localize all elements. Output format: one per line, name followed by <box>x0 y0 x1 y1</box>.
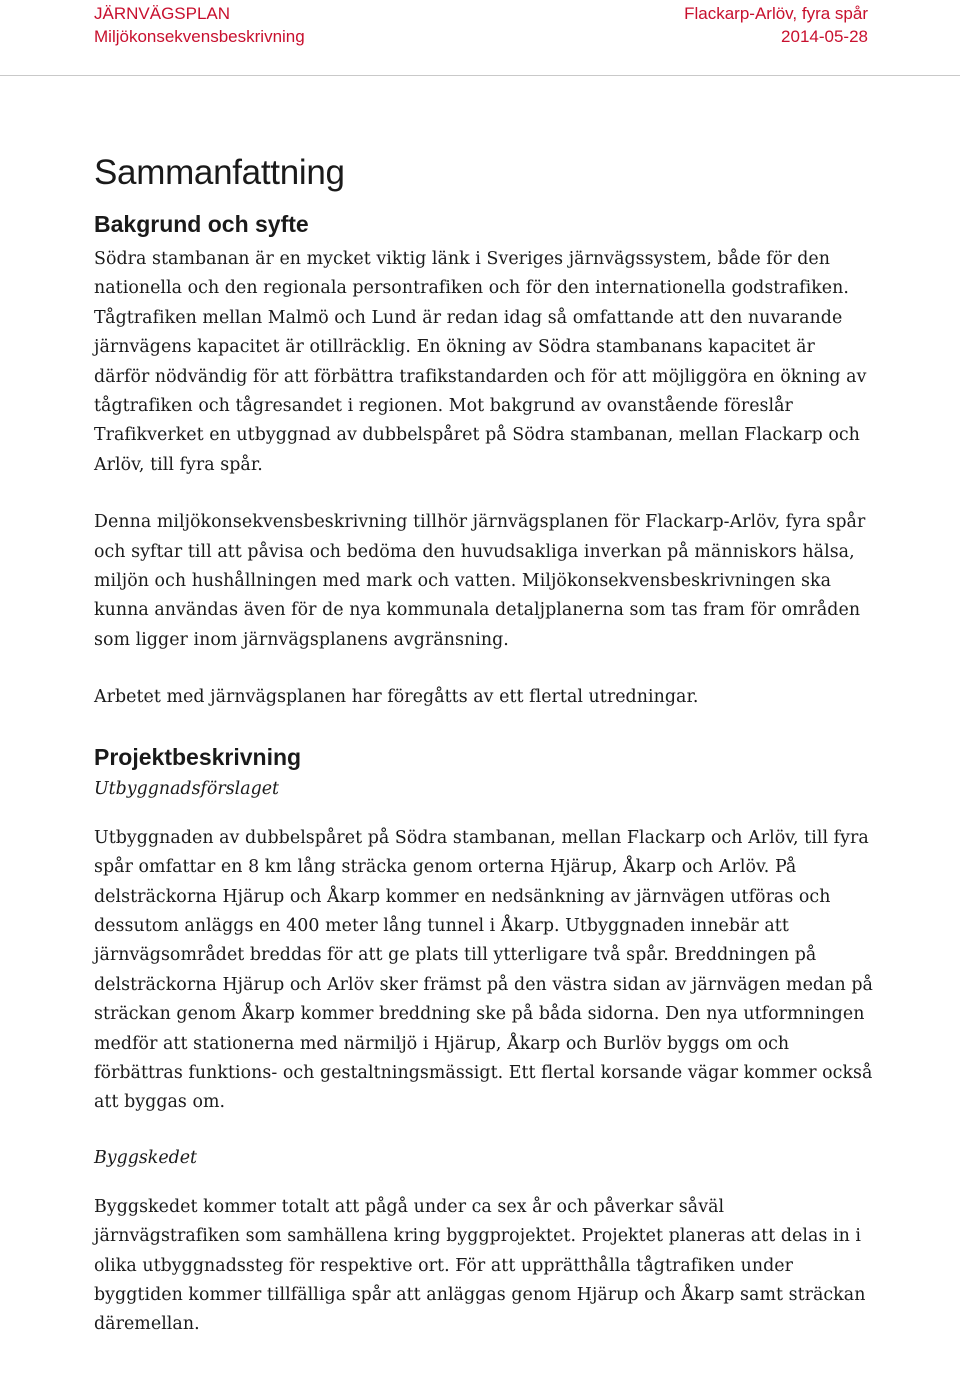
header-divider <box>0 75 960 76</box>
paragraph-background-3: Arbetet med järnvägsplanen har föregåtts av ett flertal utredningar. <box>94 687 699 708</box>
page-header <box>0 0 960 76</box>
section-heading-project: Projektbeskrivning <box>94 743 302 770</box>
paragraph-background-1: Södra stambanan är en mycket viktig länk i Sveriges järnvägssystem, både för den nationella och den regionala persontrafiken och för den internationella godstrafiken. Tågtrafiken mellan Malmö och Lund är redan idag så omfattande att den nuvarande järnvägens kapacitet är otillräcklig. En ökning av Södra stambanans kapacitet är därför nödvändig för att förbättra trafikstandarden och för att möjliggöra en ökning av tågtrafiken och tågresandet i regionen. Mot bakgrund av ovanstående föreslår Trafikverket en utbyggnad av dubbelspåret på Södra stambanan, mellan Flackarp och Arlöv, till fyra spår. <box>94 249 867 475</box>
header-right <box>684 2 868 48</box>
document-date: 2014-05-28 <box>781 27 868 46</box>
page-title: Sammanfattning <box>94 153 345 192</box>
section-heading-background: Bakgrund och syfte <box>94 211 309 237</box>
project-name: Flackarp-Arlöv, fyra spår <box>684 4 868 23</box>
doc-type: JÄRNVÄGSPLAN <box>94 4 231 23</box>
paragraph-expansion: Utbyggnaden av dubbelspåret på Södra stambanan, mellan Flackarp och Arlöv, till fyra spår omfattar en 8 km lång sträcka genom orterna Hjärup, Åkarp och Arlöv. På delsträckorna Hjärup och Åkarp kommer en nedsänkning av järnvägen utföras och dessutom anläggs en 400 meter lång tunnel i Åkarp. Utbyggnaden innebär att järnvägsområdet breddas för att ge plats till ytterligare två spår. Breddningen på delsträckorna Hjärup och Arlöv sker främst på den västra sidan av järnvägen medan på sträckan genom Åkarp kommer breddning ske på båda sidorna. Den nya utformningen medför att stationerna med närmiljö i Hjärup, Åkarp och Burlöv byggs om och förbättras funktions- och gestaltningsmässigt. Ett flertal korsande vägar kommer också att byggas om. <box>94 827 873 1113</box>
header-left <box>94 2 305 48</box>
paragraph-construction: Byggskedet kommer totalt att pågå under ca sex år och påverkar såväl järnvägstrafiken som samhällena kring byggprojektet. Projektet planeras att delas in i olika utbyggnadssteg för respektive ort. För att upprätthålla tågtrafiken under byggtiden kommer tillfälliga spår att anläggas genom Hjärup och Åkarp samt sträckan däremellan. <box>94 1196 866 1335</box>
paragraph-background-2: Denna miljökonsekvensbeskrivning tillhör järnvägsplanen för Flackarp-Arlöv, fyra spår och syftar till att påvisa och bedöma den huvudsakliga inverkan på människors hälsa, miljön och hushållningen med mark och vatten. Miljökonsekvensbeskrivningen ska kunna användas även för de nya kommunala detaljplanerna som tas fram för områden som ligger inom järnvägsplanens avgränsning. <box>94 512 866 650</box>
main-content <box>94 152 874 1340</box>
subsection-heading-expansion: Utbyggnadsförslaget <box>94 778 279 799</box>
subsection-heading-construction: Byggskedet <box>94 1147 198 1168</box>
doc-subtitle: Miljökonsekvensbeskrivning <box>94 27 305 46</box>
